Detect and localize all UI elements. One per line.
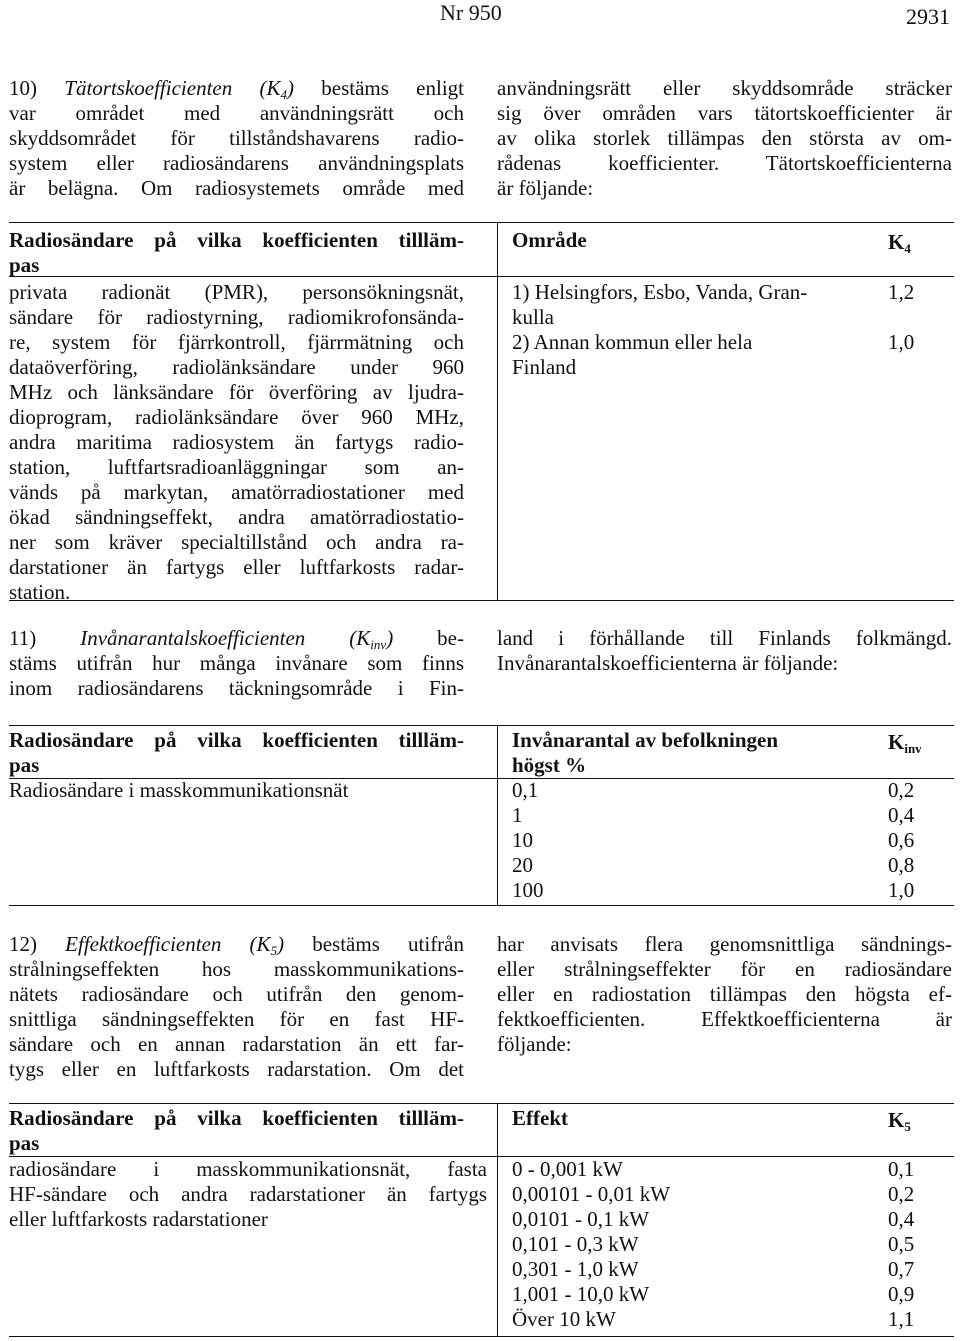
table-3-column-divider (497, 1103, 498, 1336)
table-1-body-line: station, luftfartsradioanläggningar som an- (9, 455, 464, 479)
table-1-body-line: andra maritima radiosystem än fartygs radio- (9, 430, 464, 454)
section-12-line: fektkoefficienten. Effektkoefficienterna är (497, 1007, 952, 1031)
table-3-effect: 0 - 0,001 kW (512, 1157, 623, 1181)
section-10-left-text (9, 76, 464, 201)
section-12-line: sändare och en annan radarstation än ett far- (9, 1032, 464, 1056)
table-1-k-header: $K_4$ (888, 230, 911, 256)
table-3-body-line: radiosändare i masskommunikationsnät, fasta (9, 1157, 487, 1181)
table-2-pct: 10 (512, 828, 533, 852)
section-12-line: har anvisats flera genomsnittliga sändnings- (497, 932, 952, 956)
table-2-k-value: 0,2 (888, 778, 915, 802)
table-1-body-line: dioprogram, radiolänksändare över 960 MHz, (9, 405, 464, 429)
table-1-body-line: station. (9, 580, 71, 604)
table-2-header-line: högst % (512, 753, 587, 777)
table-1-area-header: Område (512, 228, 587, 252)
table-1-area-1 (512, 280, 862, 330)
table-3-left-header (9, 1106, 464, 1156)
section-10-line: var området med användningsrätt och (9, 101, 464, 125)
table-2-bottom-rule (9, 905, 954, 906)
table-3-effect-column (512, 1157, 670, 1332)
table-3-effect: 0,00101 - 0,01 kW (512, 1182, 671, 1206)
table-3-k-value: 0,7 (888, 1257, 915, 1281)
table-3-effect: 0,301 - 1,0 kW (512, 1257, 639, 1281)
section-10-line: rådenas koefficienter. Tätortskoefficienterna (497, 151, 952, 175)
page-number: 2931 (906, 4, 950, 29)
table-2-k-header: $K_{inv}$ (888, 730, 922, 756)
table-2-transmitter: Radiosändare i masskommunikationsnät (9, 778, 349, 802)
table-2-pct: 20 (512, 853, 533, 877)
table-3-effect: 1,001 - 10,0 kW (512, 1282, 650, 1306)
section-12-line: följande: (497, 1032, 572, 1056)
table-1-body-line: privata radionät (PMR), personsökningsnät, (9, 280, 464, 304)
table-1-body-line: re, system för fjärrkontroll, fjärrmätning och (9, 330, 464, 354)
table-3-body-line: HF-sändare och andra radarstationer än fartygs (9, 1182, 487, 1206)
section-11-line: Invånarantalskoefficienterna är följande: (497, 651, 839, 675)
table-1-header-line: Radiosändare på vilka koefficienten tillläm- (9, 228, 464, 252)
table-1-area-line: 2) Annan kommun eller hela (512, 330, 753, 354)
section-11-line: inom radiosändarens täckningsområde i Fin- (9, 676, 464, 700)
section-12-line: eller strålningseffekter för en radiosändare (497, 957, 952, 981)
table-3-effect: Över 10 kW (512, 1307, 616, 1331)
section-12-left-text (9, 932, 464, 1082)
section-10-line: användningsrätt eller skyddsområde sträcker (497, 76, 952, 100)
table-1-k-value: 1,0 (888, 330, 915, 354)
section-10-line: skyddsområdet för tillståndshavarens radio- (9, 126, 464, 150)
table-2-header-line: pas (9, 753, 40, 777)
table-1-header-line: pas (9, 253, 40, 277)
table-2-k-column (888, 778, 914, 903)
table-2-pct: 0,1 (512, 778, 539, 802)
section-10-line: sig över områden vars tätortskoefficienter är (497, 101, 952, 125)
table-3-k-column (888, 1157, 914, 1332)
section-12-line: tygs eller en luftfarkosts radarstation. Om det (9, 1057, 464, 1081)
section-11-line: land i förhållande till Finlands folkmängd. (497, 626, 952, 650)
table-3-header-line: pas (9, 1131, 40, 1155)
table-3-k-value: 0,4 (888, 1207, 915, 1231)
table-1-area-line: kulla (512, 305, 554, 329)
section-12-right-text (497, 932, 952, 1057)
table-3-top-rule (9, 1103, 954, 1104)
table-3-transmitters (9, 1157, 487, 1232)
table-2-header-line: Radiosändare på vilka koefficienten tillläm- (9, 728, 464, 752)
table-1-body-line: dataöverföring, radiolänksändare under 960 (9, 355, 464, 379)
section-12-line: 12) Effektkoefficienten $(K_5)$ bestäms utifrån (9, 932, 464, 958)
table-3-effect-header: Effekt (512, 1106, 568, 1130)
table-1-area-line: Finland (512, 355, 577, 379)
table-1-transmitter-list (9, 280, 464, 605)
table-2-header-line: Invånarantal av befolkningen (512, 728, 779, 752)
table-2-k-value: 0,4 (888, 803, 915, 827)
section-10-line: 10) Tätortskoefficienten $(K_4)$ bestäms enligt (9, 76, 464, 102)
table-3-header-line: Radiosändare på vilka koefficienten tillläm- (9, 1106, 464, 1130)
section-11-line: 11) Invånarantalskoefficienten $(K_{inv})$ be- (9, 626, 464, 652)
table-1-body-line: darstationer än fartygs eller luftfarkosts radar- (9, 555, 464, 579)
table-3-effect: 0,101 - 0,3 kW (512, 1232, 639, 1256)
table-3-bottom-rule (9, 1336, 954, 1337)
table-1-area-2 (512, 330, 862, 380)
section-12-line: snittliga sändningseffekten för en fast HF- (9, 1007, 464, 1031)
table-2-population-header (512, 728, 778, 778)
section-10-right-text (497, 76, 952, 201)
table-2-column-divider (497, 725, 498, 905)
table-2-left-header (9, 728, 464, 778)
table-3-k-value: 0,5 (888, 1232, 915, 1256)
section-11-right-text (497, 626, 952, 676)
section-10-line: är belägna. Om radiosystemets område med (9, 176, 464, 200)
table-2-top-rule (9, 725, 954, 726)
page-label: Nr 950 (440, 0, 502, 25)
section-12-line: nätets radiosändare och utifrån den genom- (9, 982, 464, 1006)
table-3-effect: 0,0101 - 0,1 kW (512, 1207, 650, 1231)
table-3-k-value: 0,9 (888, 1282, 915, 1306)
table-1-body-line: MHz och länksändare för överföring av ljudra- (9, 380, 464, 404)
table-3-k-value: 1,1 (888, 1307, 915, 1331)
table-1-left-header (9, 228, 464, 278)
section-10-line: är följande: (497, 176, 594, 200)
table-3-k-value: 0,1 (888, 1157, 915, 1181)
table-1-k-value: 1,2 (888, 280, 915, 304)
table-1-top-rule (9, 222, 954, 223)
section-12-line: eller en radiostation tillämpas den högsta ef- (497, 982, 952, 1006)
section-10-line: system eller radiosändarens användningsplats (9, 151, 464, 175)
section-11-left-text (9, 626, 464, 701)
table-3-k-value: 0,2 (888, 1182, 915, 1206)
table-2-k-value: 0,8 (888, 853, 915, 877)
table-2-pct: 1 (512, 803, 523, 827)
table-2-k-value: 1,0 (888, 878, 915, 902)
table-1-area-line: 1) Helsingfors, Esbo, Vanda, Gran- (512, 280, 808, 304)
table-1-body-line: vänds på markytan, amatörradiostationer med (9, 480, 464, 504)
section-10-line: av olika storlek tillämpas den största av om- (497, 126, 952, 150)
table-1-body-line: ökad sändningseffekt, andra amatörradiostatio- (9, 505, 464, 529)
table-3-k-header: $K_5$ (888, 1108, 911, 1134)
table-3-body-line: eller luftfarkosts radarstationer (9, 1207, 268, 1231)
table-1-column-divider (497, 222, 498, 600)
table-2-k-value: 0,6 (888, 828, 915, 852)
table-2-pct: 100 (512, 878, 544, 902)
section-12-line: strålningseffekten hos masskommunikations- (9, 957, 464, 981)
table-1-body-line: sändare för radiostyrning, radiomikrofonsända- (9, 305, 464, 329)
table-1-body-line: ner som kräver specialtillstånd och andra ra- (9, 530, 464, 554)
section-11-line: stäms utifrån hur många invånare som finns (9, 651, 464, 675)
table-2-row (512, 778, 544, 903)
